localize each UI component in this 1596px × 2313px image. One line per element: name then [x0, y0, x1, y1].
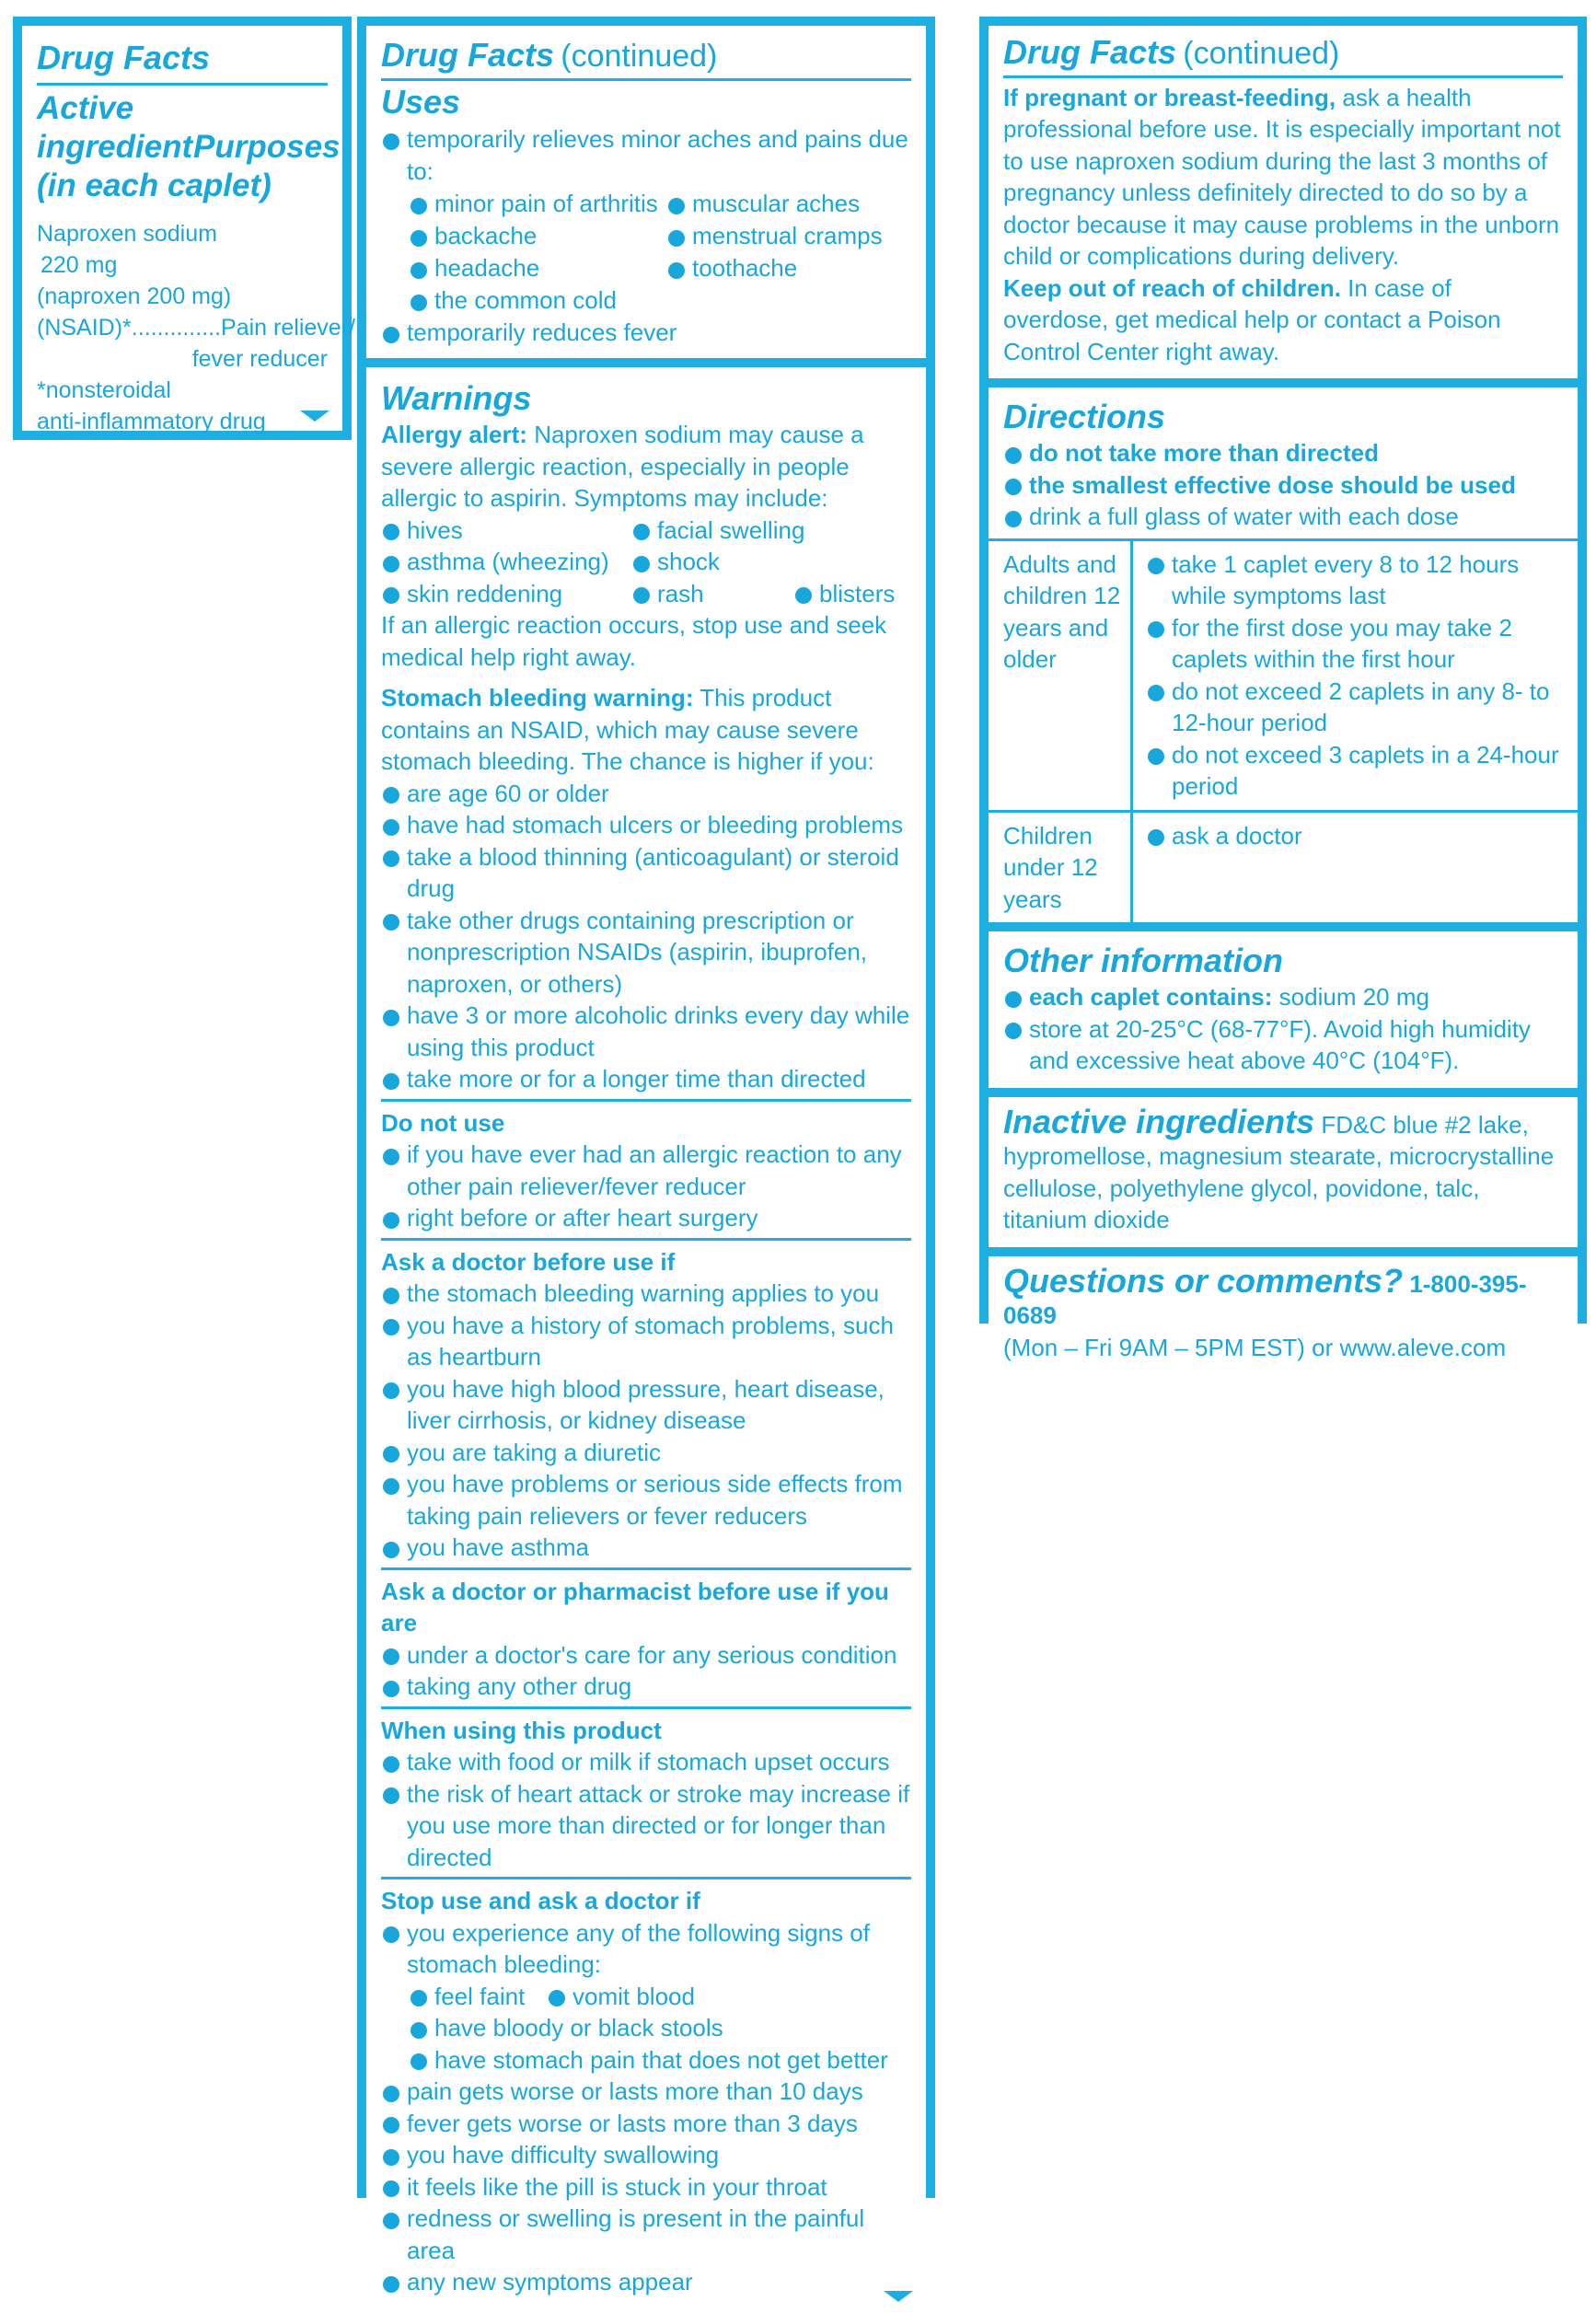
ask-doctor-section — [381, 1241, 911, 1570]
symptoms-grid — [381, 515, 911, 610]
list-item: take 1 caplet every 8 to 12 hours while symptoms last — [1146, 549, 1567, 612]
list-item: you have a history of stomach problems, such as heartburn — [381, 1310, 911, 1373]
warnings-box — [366, 367, 926, 2313]
ask-pharmacist-heading: Ask a doctor or pharmacist before use if you are — [381, 1577, 889, 1636]
dosage-table — [989, 538, 1578, 923]
uses-list — [381, 123, 911, 188]
uses-list-2 — [381, 317, 911, 349]
uses-sublist-col-2 — [666, 188, 883, 317]
stop-use-list-2 — [381, 2076, 911, 2298]
drug-facts-continued-header — [1003, 33, 1563, 78]
list-item: you have difficulty swallowing — [381, 2139, 911, 2171]
list-item: temporarily reduces fever — [381, 317, 911, 349]
pregnancy-box — [989, 26, 1578, 378]
list-item: you have asthma — [381, 1532, 911, 1564]
stop-use-heading: Stop use and ask a doctor if — [381, 1887, 700, 1914]
ingredient-line-1: Naproxen sodium — [37, 221, 217, 247]
list-item: headache — [409, 252, 666, 284]
active-ingredient-heading: Active ingredient — [37, 90, 193, 165]
list-item: it feels like the pill is stuck in your throat — [381, 2171, 911, 2203]
drug-facts-continued-header — [381, 36, 911, 81]
list-item: you have problems or serious side effects from taking pain relievers or fever reducers — [381, 1468, 911, 1532]
in-each-caplet: (in each caplet) — [37, 168, 272, 203]
inactive-ingredients-text: FD&C blue #2 lake, hypromellose, magnesium stearate, microcrystalline cellulose, polyethylene glycol, povidone, talc, titanium dioxide — [1003, 1110, 1555, 1233]
directions-heading: Directions — [1003, 398, 1166, 435]
purpose-line-1: Pain reliever/ — [221, 315, 355, 341]
purpose-line-2: fever reducer — [191, 346, 328, 372]
symptom — [381, 578, 631, 610]
other-information-heading: Other information — [1003, 942, 1283, 979]
list-item: store at 20-25°C (68-77°F). Avoid high humidity and excessive heat above 40°C (104°F). — [1003, 1013, 1563, 1077]
leader-dots: .............. — [131, 315, 222, 341]
stop-sub-list-2 — [409, 2012, 911, 2076]
when-using-list — [381, 1746, 911, 1873]
uses-sublist-col-1 — [409, 188, 666, 317]
dosage-row-adults — [989, 541, 1578, 813]
purposes-heading: Purposes — [193, 129, 341, 165]
uses-heading: Uses — [381, 83, 461, 121]
drug-facts-title: Drug Facts — [381, 36, 555, 74]
stop-use-section — [381, 1879, 911, 2302]
ingredient-line-2: 220 mg — [40, 252, 118, 278]
ask-pharmacist-section — [381, 1570, 911, 1709]
list-item: you experience any of the following signs of stomach bleeding: — [381, 1917, 911, 1981]
list-item: are age 60 or older — [381, 778, 911, 810]
other-information-box — [989, 931, 1578, 1088]
dosage-list-adults — [1133, 541, 1578, 810]
directions-list — [1003, 437, 1563, 533]
do-not-use-section — [381, 1102, 911, 1241]
list-item: drink a full glass of water with each dose — [1003, 501, 1563, 533]
list-item: for the first dose you may take 2 caplets within the first hour — [1146, 612, 1567, 676]
list-item: ask a doctor — [1146, 820, 1302, 852]
uses-box — [366, 26, 926, 358]
directions-top — [989, 397, 1578, 538]
do-not-use-list — [381, 1139, 911, 1234]
keep-out-of-reach — [1003, 272, 1563, 368]
list-item: take more or for a longer time than directed — [381, 1063, 911, 1095]
nsaid-label: (NSAID)* — [37, 315, 132, 341]
list-item: feel faint — [409, 1981, 547, 2013]
stomach-warning — [381, 682, 911, 778]
list-item: right before or after heart surgery — [381, 1202, 911, 1234]
list-item: have 3 or more alcoholic drinks every day while using this product — [381, 1000, 911, 1063]
questions-heading: Questions or comments? — [1003, 1261, 1404, 1300]
symptom — [631, 546, 911, 578]
allergy-after-text: If an allergic reaction occurs, stop use and seek medical help right away. — [381, 611, 887, 671]
list-item: if you have ever had an allergic reaction to any other pain reliever/fever reducer — [381, 1139, 911, 1202]
symptom — [631, 515, 911, 547]
dosage-label-adults: Adults and children 12 years and older — [989, 541, 1133, 810]
list-item: blisters — [793, 578, 911, 610]
list-item: any new symptoms appear — [381, 2266, 911, 2298]
list-item: rash — [631, 578, 793, 610]
when-using-section — [381, 1709, 911, 1880]
list-item: do not take more than directed — [1003, 437, 1563, 469]
stomach-bleeding-section — [381, 682, 911, 1102]
inactive-ingredients-box — [989, 1097, 1578, 1247]
questions-line — [1003, 1261, 1563, 1332]
list-item: menstrual cramps — [666, 220, 883, 252]
caplet-contains-label: each caplet contains: — [1029, 983, 1273, 1011]
list-item: the stomach bleeding warning applies to you — [381, 1278, 911, 1310]
keep-out-text: In case of overdose, get medical help or contact a Poison Control Center right away. — [1003, 273, 1501, 365]
directions-box — [989, 387, 1578, 922]
pregnancy-warning — [1003, 82, 1563, 272]
allergy-alert — [381, 419, 911, 515]
caplet-contains-text: sodium 20 mg — [1278, 983, 1429, 1011]
list-item: asthma (wheezing) — [381, 546, 631, 578]
when-using-heading: When using this product — [381, 1716, 662, 1744]
list-item: have bloody or black stools — [409, 2012, 911, 2044]
continued-label: (continued) — [561, 39, 718, 74]
dosage-list-children — [1133, 813, 1313, 923]
other-information-list — [1003, 981, 1563, 1077]
list-item: fever gets worse or lasts more than 3 days — [381, 2108, 911, 2140]
left-panel-box — [22, 26, 355, 434]
list-item: take with food or milk if stomach upset occurs — [381, 1746, 911, 1778]
stop-sub-row — [409, 1981, 911, 2013]
list-item: toothache — [666, 252, 883, 284]
list-item: have had stomach ulcers or bleeding problems — [381, 809, 911, 841]
list-item: hives — [381, 515, 631, 547]
continued-label: (continued) — [1183, 36, 1340, 71]
keep-out-label: Keep out of reach of children. — [1003, 273, 1341, 302]
list-item: taking any other drug — [381, 1671, 911, 1703]
footnote-line-2: anti-inflammatory drug — [37, 409, 266, 434]
dosage-label-children: Children under 12 years — [989, 813, 1133, 923]
warnings-heading: Warnings — [381, 379, 532, 417]
questions-box — [989, 1256, 1578, 1373]
pregnancy-label: If pregnant or breast-feeding, — [1003, 83, 1336, 111]
list-item: take a blood thinning (anticoagulant) or steroid drug — [381, 841, 911, 905]
allergy-alert-text: Naproxen sodium may cause a severe allergic reaction, especially in people allergic to aspirin. Symptoms may include: — [381, 421, 864, 512]
list-item — [1003, 981, 1563, 1013]
inactive-ingredients-heading: Inactive ingredients — [1003, 1102, 1315, 1140]
list-item: shock — [631, 546, 911, 578]
ingredient-line-3: (naproxen 200 mg) — [37, 283, 232, 309]
list-item: redness or swelling is present in the painful area — [381, 2203, 911, 2266]
ask-doctor-heading: Ask a doctor before use if — [381, 1247, 676, 1276]
ingredient-line-4 — [37, 312, 355, 343]
stomach-warning-text: This product contains an NSAID, which may cause severe stomach bleeding. The chance is higher if you: — [381, 684, 874, 775]
stomach-warning-list — [381, 778, 911, 1095]
list-item: the common cold — [409, 284, 666, 317]
list-item: the risk of heart attack or stroke may increase if you use more than directed or for longer than directed — [381, 1778, 911, 1874]
phone-number: 1-800-395-0689 — [1003, 1269, 1527, 1329]
dosage-row-children — [989, 813, 1578, 923]
symptom — [793, 578, 911, 610]
list-item: under a doctor's care for any serious condition — [381, 1639, 911, 1671]
list-item: do not exceed 2 caplets in any 8- to 12-hour period — [1146, 676, 1567, 739]
list-item: do not exceed 3 caplets in a 24-hour period — [1146, 739, 1567, 803]
right-panel — [979, 17, 1587, 1361]
list-item: muscular aches — [666, 188, 883, 220]
stop-sub-col — [547, 1981, 695, 2013]
list-item: the smallest effective dose should be used — [1003, 469, 1563, 502]
symptom — [381, 546, 631, 578]
stop-sub-col — [409, 1981, 547, 2013]
active-ingredient-header — [37, 89, 341, 211]
ingredient-text — [37, 218, 355, 437]
list-item: have stomach pain that does not get better — [409, 2044, 911, 2076]
footnote-line-1: *nonsteroidal — [37, 377, 171, 403]
list-item: vomit blood — [547, 1981, 695, 2013]
symptom — [381, 515, 631, 547]
continue-arrow-icon — [884, 2291, 913, 2302]
ask-doctor-list — [381, 1278, 911, 1564]
list-item: facial swelling — [631, 515, 911, 547]
stomach-warning-label: Stomach bleeding warning: — [381, 684, 694, 711]
uses-sublist — [381, 188, 911, 317]
list-item: take other drugs containing prescription or nonprescription NSAIDs (aspirin, ibuprofen, naproxen, or others) — [381, 905, 911, 1000]
list-item: skin reddening — [381, 578, 631, 610]
ask-pharmacist-list — [381, 1639, 911, 1703]
middle-panel — [357, 17, 935, 2296]
drug-facts-title: Drug Facts — [1003, 33, 1177, 71]
left-panel — [13, 17, 355, 440]
continue-arrow-icon — [300, 411, 330, 422]
drug-facts-title: Drug Facts — [37, 39, 328, 86]
do-not-use-heading: Do not use — [381, 1108, 505, 1137]
allergy-alert-label: Allergy alert: — [381, 421, 527, 448]
list-item: pain gets worse or lasts more than 10 days — [381, 2076, 911, 2108]
list-item: minor pain of arthritis — [409, 188, 666, 220]
list-item: you are taking a diuretic — [381, 1437, 911, 1469]
stop-use-list — [381, 1917, 911, 1981]
symptom — [631, 578, 793, 610]
list-item: you have high blood pressure, heart disease, liver cirrhosis, or kidney disease — [381, 1373, 911, 1437]
pregnancy-text: ask a health professional before use. It is especially important not to use naproxen sodium during the last 3 months of pregnancy unless definitely directed to do so by a doctor because it may cause problems in the unborn child or complications during delivery. — [1003, 83, 1561, 270]
questions-hours: (Mon – Fri 9AM – 5PM EST) or www.aleve.com — [1003, 1333, 1507, 1361]
list-item: backache — [409, 220, 666, 252]
list-item: temporarily relieves minor aches and pains due to: — [381, 123, 911, 188]
stop-use-sublist — [381, 1981, 911, 2076]
